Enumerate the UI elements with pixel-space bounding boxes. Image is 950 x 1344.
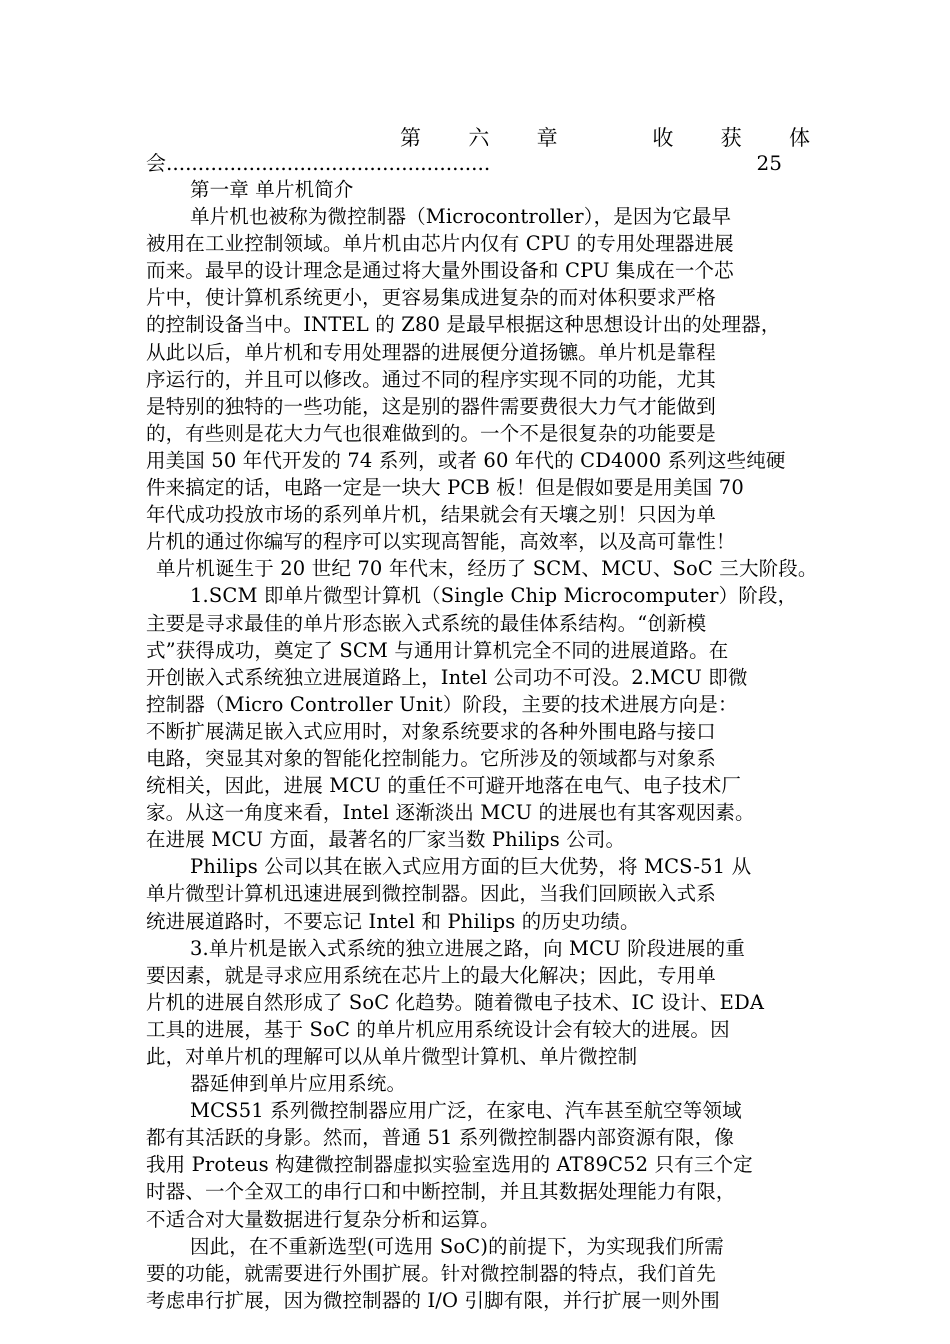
text-line: 时器、一个全双工的串行口和中断控制，并且其数据处理能力有限， bbox=[146, 1180, 736, 1204]
text-line: 而来。最早的设计理念是通过将大量外围设备和 CPU 集成在一个芯 bbox=[146, 259, 734, 283]
text-line: 的控制设备当中。INTEL 的 Z80 是最早根据这种思想设计出的处理器， bbox=[146, 313, 781, 337]
text-line: 不断扩展满足嵌入式应用时，对象系统要求的各种外围电路与接口 bbox=[146, 719, 716, 743]
toc-char: 收 bbox=[652, 126, 674, 150]
text-line: 家。从这一角度来看，Intel 逐渐淡出 MCU 的进展也有其客观因素。 bbox=[146, 801, 755, 825]
toc-char: 章 bbox=[536, 126, 558, 150]
text-line: 是特别的独特的一些功能，这是别的器件需要费很大力气才能做到 bbox=[146, 394, 716, 418]
toc-char: 六 bbox=[468, 126, 490, 150]
text-line: 主要是寻求最佳的单片形态嵌入式系统的最佳体系结构。“创新模 bbox=[146, 611, 707, 635]
text-line: 开创嵌入式系统独立进展道路上，Intel 公司功不可没。2.MCU 即微 bbox=[146, 665, 748, 689]
text-line: 3.单片机是嵌入式系统的独立进展之路，向 MCU 阶段进展的重 bbox=[190, 936, 745, 960]
text-line: 被用在工业控制领域。单片机由芯片内仅有 CPU 的专用处理器进展 bbox=[146, 232, 734, 256]
toc-char: 获 bbox=[720, 126, 742, 150]
text-line: 片机的通过你编写的程序可以实现高智能，高效率，以及高可靠性！ bbox=[146, 530, 736, 554]
text-line: 在进展 MCU 方面，最著名的厂家当数 Philips 公司。 bbox=[146, 828, 626, 852]
text-line: 控制器（Micro Controller Unit）阶段，主要的技术进展方向是： bbox=[146, 692, 738, 716]
text-line: 此，对单片机的理解可以从单片微型计算机、单片微控制 bbox=[146, 1045, 638, 1068]
toc-leader: 会................................................... bbox=[146, 151, 491, 175]
text-line: 序运行的，并且可以修改。通过不同的程序实现不同的功能，尤其 bbox=[146, 367, 716, 391]
text-line: 工具的进展，基于 SoC 的单片机应用系统设计会有较大的进展。因 bbox=[146, 1017, 730, 1041]
text-line: Philips 公司以其在嵌入式应用方面的巨大优势，将 MCS-51 从 bbox=[190, 855, 752, 879]
text-line: 单片机也被称为微控制器（Microcontroller），是因为它最早 bbox=[190, 205, 732, 229]
toc-page-number: 25 bbox=[756, 151, 782, 175]
text-line: 器延伸到单片应用系统。 bbox=[190, 1072, 407, 1096]
toc-entry-line bbox=[146, 150, 796, 176]
text-line: 从此以后，单片机和专用处理器的进展便分道扬镳。单片机是靠程 bbox=[146, 340, 716, 364]
text-line: 要的功能，就需要进行外围扩展。针对微控制器的特点，我们首先 bbox=[146, 1261, 716, 1285]
text-line: 都有其活跃的身影。然而，普通 51 系列微控制器内部资源有限，像 bbox=[146, 1126, 735, 1150]
text-line: 单片微型计算机迅速进展到微控制器。因此，当我们回顾嵌入式系 bbox=[146, 882, 716, 906]
toc-char: 体 bbox=[788, 126, 810, 150]
text-line: 统进展道路时，不要忘记 Intel 和 Philips 的历史功绩。 bbox=[146, 909, 640, 933]
text-line: 要因素，就是寻求应用系统在芯片上的最大化解决；因此，专用单 bbox=[146, 963, 716, 987]
text-line: 的，有些则是花大力气也很难做到的。一个不是很复杂的功能要是 bbox=[146, 421, 716, 445]
toc-chapter-heading bbox=[400, 124, 810, 152]
text-line: 件来搞定的话，电路一定是一块大 PCB 板！但是假如要是用美国 70 bbox=[146, 476, 744, 500]
text-line: 我用 Proteus 构建微控制器虚拟实验室选用的 AT89C52 只有三个定 bbox=[146, 1153, 753, 1177]
text-line: MCS51 系列微控制器应用广泛，在家电、汽车甚至航空等领域 bbox=[190, 1099, 742, 1123]
toc-char: 第 bbox=[400, 126, 421, 150]
text-line: 考虑串行扩展，因为微控制器的 I/O 引脚有限，并行扩展一则外围 bbox=[146, 1288, 720, 1312]
text-line: 1.SCM 即单片微型计算机（Single Chip Microcomputer）阶段， bbox=[190, 584, 798, 608]
text-line: 用美国 50 年代开发的 74 系列，或者 60 年代的 CD4000 系列这些纯硬 bbox=[146, 448, 786, 472]
text-line: 式”获得成功，奠定了 SCM 与通用计算机完全不同的进展道路。在 bbox=[146, 638, 729, 662]
body-text bbox=[146, 176, 818, 1314]
chapter-title: 第一章 单片机简介 bbox=[190, 178, 354, 201]
text-line: 因此，在不重新选型(可选用 SoC)的前提下，为实现我们所需 bbox=[190, 1234, 724, 1258]
text-line: 年代成功投放市场的系列单片机，结果就会有天壤之别！只因为单 bbox=[146, 503, 716, 527]
text-line: 统相关，因此，进展 MCU 的重任不可避开地落在电气、电子技术厂 bbox=[146, 774, 742, 798]
text-line: 电路，突显其对象的智能化控制能力。它所涉及的领域都与对象系 bbox=[146, 746, 716, 770]
text-line: 单片机诞生于 20 世纪 70 年代末，经历了 SCM、MCU、SoC 三大阶段。 bbox=[156, 557, 818, 581]
text-line: 片中，使计算机系统更小，更容易集成进复杂的而对体积要求严格 bbox=[146, 286, 716, 310]
text-line: 片机的进展自然形成了 SoC 化趋势。随着微电子技术、IC 设计、EDA bbox=[146, 990, 765, 1014]
text-line: 不适合对大量数据进行复杂分析和运算。 bbox=[146, 1207, 500, 1231]
